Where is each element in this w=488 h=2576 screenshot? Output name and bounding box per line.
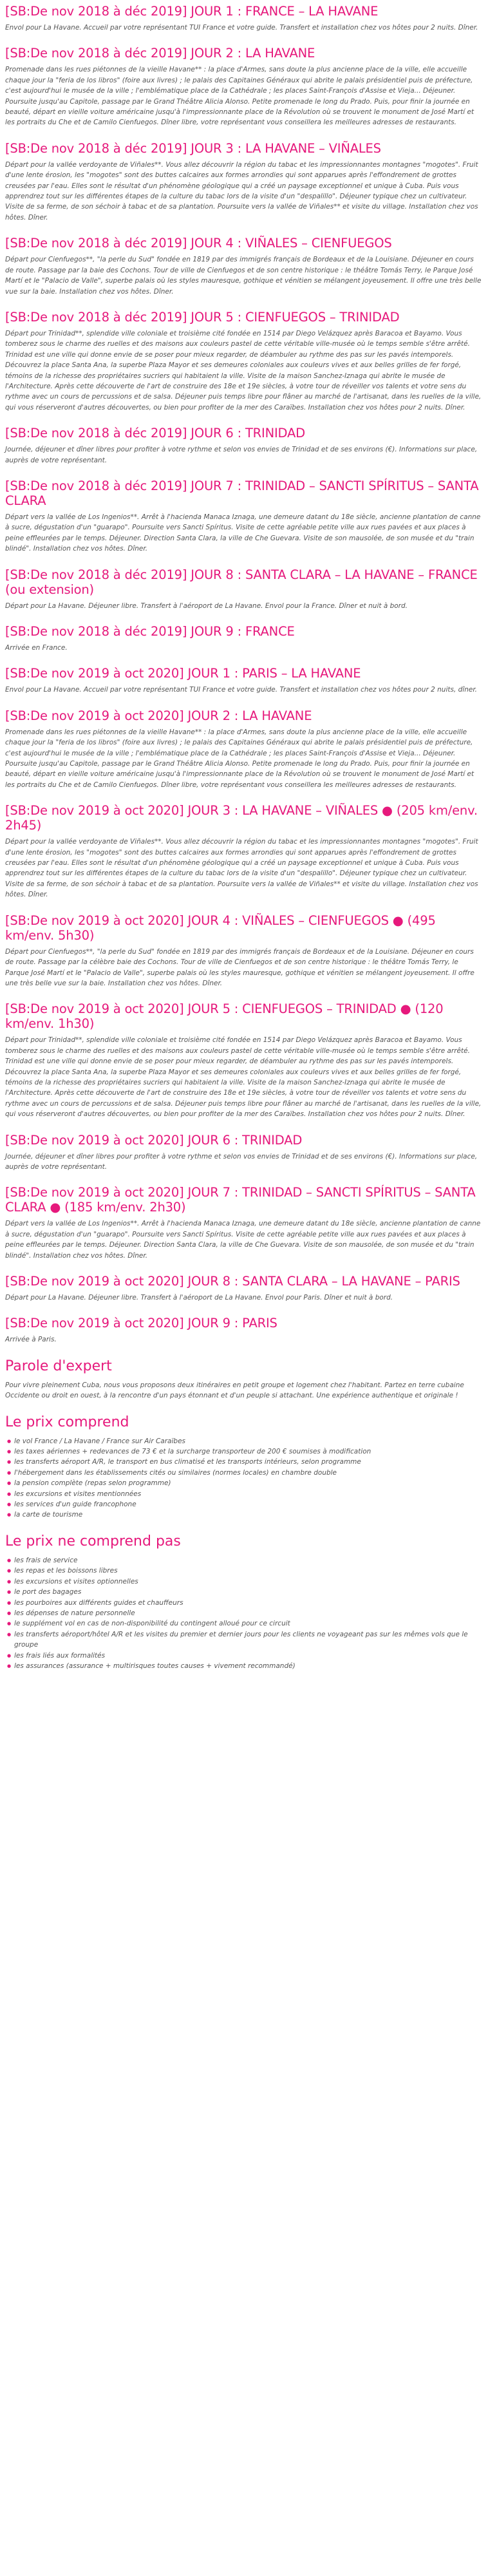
day-description: Départ pour Trinidad**, splendide ville coloniale et troisième cité fondée en 1514 par Diego Velázquez après Baracoa et Bayamo. Vous tomberez sous le charme des ruelles et des maisons aux couleurs pastel de cette véritable ville-musée où le temps semble s'être arrêté. Trinidad est une ville qui donne envie de se poser pour mieux regarder, de déambuler au rythme des pas sur les pavés intemporels. Découvrez la place Santa Ana, la superbe Plaza Mayor et ses demeures coloniales aux couleurs vives et aux belles grilles de fer forgé, témoins de la richesse des propriétaires sucriers qui habitaient la ville. Visite de la maison Sanchez-Iznaga qui abrite le musée de l'Architecture. Après cette découverte de l'art de construire des 18e et 19e siècles, à votre tour de réveiller vos talents et votre sens du rythme avec un cours de percussions et de salsa. Déjeuner puis temps libre pour flâner au marché de l'artisanat, dans les ruelles de la ville, qui vous réserveront d'autres découvertes, ou bien pour profiter de la mer des Caraïbes. Installation chez vos hôtes pour 2 nuits. Dîner.	[5, 1036, 482, 1119]
itinerary-days	[5, 4, 483, 1345]
day-title: [SB:De nov 2018 à déc 2019] JOUR 6 : TRINIDAD	[5, 426, 305, 441]
expert-title: Parole d'expert	[5, 1358, 112, 1374]
day-title: [SB:De nov 2018 à déc 2019] JOUR 2 : LA HAVANE	[5, 46, 315, 61]
day-block	[5, 1001, 483, 1119]
day-title: [SB:De nov 2018 à déc 2019] JOUR 3 : LA HAVANE – VIÑALES	[5, 140, 381, 156]
day-block	[5, 1274, 483, 1303]
day-block	[5, 1133, 483, 1173]
day-title: [SB:De nov 2019 à oct 2020] JOUR 8 : SANTA CLARA – LA HAVANE – PARIS	[5, 1274, 460, 1289]
included-list	[5, 1436, 483, 1520]
excluded-list	[5, 1555, 483, 1671]
list-item: ● les pourboires aux différents guides et chauffeurs	[14, 1598, 483, 1608]
list-item: ● les transferts aéroport A/R, le transport en bus climatisé et les transports intérieurs, selon programme	[14, 1457, 483, 1467]
day-description: Journée, déjeuner et dîner libres pour profiter à votre rythme et selon vos envies de Trinidad et de ses environs (€). Informations sur place, auprès de votre représentant.	[5, 446, 478, 464]
day-block	[5, 1316, 483, 1345]
list-item: ● les repas et les boissons libres	[14, 1566, 483, 1576]
day-description: Départ pour La Havane. Déjeuner libre. Transfert à l'aéroport de La Havane. Envol pour la France. Dîner et nuit à bord.	[5, 601, 408, 610]
list-item: ● les services d'un guide francophone	[14, 1499, 483, 1510]
day-title: [SB:De nov 2018 à déc 2019] JOUR 1 : FRANCE – LA HAVANE	[5, 4, 379, 19]
day-description: Arrivée à Paris.	[5, 1336, 57, 1344]
day-title: [SB:De nov 2019 à oct 2020] JOUR 2 : LA HAVANE	[5, 708, 312, 723]
day-description: Départ vers la vallée de Los Ingenios**. Arrêt à l'hacienda Manaca Iznaga, une demeure datant du 18e siècle, ancienne plantation de canne à sucre, dégustation d'un "guarapo". Poursuite vers Sancti Spíritus. Visite de cette agréable petite ville aux rues pavées et aux places à peine effleurées par le temps. Déjeuner. Direction Santa Clara, la ville de Che Guevara. Visite de son mausolée, de son musée et du "train blindé". Installation chez vos hôtes. Dîner.	[5, 513, 481, 553]
day-title: [SB:De nov 2019 à oct 2020] JOUR 1 : PARIS – LA HAVANE	[5, 666, 361, 681]
day-title: [SB:De nov 2019 à oct 2020] JOUR 9 : PARIS	[5, 1316, 277, 1331]
day-description: Départ pour Cienfuegos**, "la perle du Sud" fondée en 1819 par des immigrés français de Bordeaux et de la Louisiane. Déjeuner en cours de route. Passage par la baie des Cochons. Tour de ville de Cienfuegos et de son centre historique : le théâtre Tomás Terry, le Parque José Martí et le "Palacio de Valle", superbe palais où les styles mauresque, gothique et vénitien se mélangent joyeusement. Il offre une très belle vue sur la baie. Installation chez vos hôtes. Dîner.	[5, 256, 482, 296]
day-block	[5, 478, 483, 554]
day-title: [SB:De nov 2018 à déc 2019] JOUR 5 : CIENFUEGOS – TRINIDAD	[5, 309, 400, 325]
day-block	[5, 46, 483, 128]
list-item: ● les transferts aéroport/hôtel A/R et les visites du premier et dernier jours pour les clients ne voyageant pas sur les mêmes vols que le groupe	[14, 1629, 483, 1651]
expert-text: Pour vivre pleinement Cuba, nous vous proposons deux itinéraires en petit groupe et logement chez l'habitant. Partez en terre cubaine Occidente ou droit en ouest, à la rencontre d'un pays étonnant et d'un peuple si attachant. Une expérience authentique et originale !	[5, 1381, 464, 1400]
day-description: Départ pour la vallée verdoyante de Viñales**. Vous allez découvrir la région du tabac et les impressionnantes montagnes "mogotes". Fruit d'une lente érosion, les "mogotes" sont des buttes calcaires aux formes arrondies qui sont apparues après l'effondrement de grottes creusées par l'eau. Elles sont le résultat d'un phénomène géologique qui a créé un paysage exceptionnel et unique à Cuba. Puis vous apprendrez tout sur les différentes étapes de la culture du tabac lors de la visite d'un "despalillo". Déjeuner typique chez un cultivateur. Visite de sa ferme, de son séchoir à tabac et de sa plantation. Poursuite vers la vallée de Viñales** et visite du village. Installation chez vos hôtes. Dîner.	[5, 838, 478, 899]
day-block	[5, 708, 483, 790]
day-description: Promenade dans les rues piétonnes de la vieille Havane** : la place d'Armes, sans doute la plus ancienne place de la ville, elle accueille chaque jour la "feria de los libros" (foire aux livres) ; le palais des Capitaines Généraux qui abrite le palais présidentiel puis de préfecture, c'est aujourd'hui le musée de la ville ; l'emblématique place de la Cathédrale ; les places Saint-François d'Assise et Vieja... Déjeuner. Poursuite jusqu'au Capitole, passage par le Grand Théâtre Alicia Alonso. Petite promenade le long du Prado. Puis, pour finir la journée en beauté, départ en vieille voiture américaine jusqu'à l'impressionnante place de la Révolution où se trouvent le monument de José Martí et les portraits du Che et de Camilo Cienfuegos. Dîner libre, votre représentant vous conseillera les meilleures adresses de restaurants.	[5, 728, 474, 789]
day-block	[5, 913, 483, 989]
included-section	[5, 1414, 483, 1520]
list-item: ● les frais liés aux formalités	[14, 1651, 483, 1661]
day-block	[5, 567, 483, 611]
list-item: ● la carte de tourisme	[14, 1510, 483, 1520]
day-block	[5, 141, 483, 223]
list-item: ● le supplément vol en cas de non-disponibilité du contingent alloué pour ce circuit	[14, 1618, 483, 1629]
day-block	[5, 426, 483, 466]
day-title: [SB:De nov 2019 à oct 2020] JOUR 7 : TRINIDAD – SANCTI SPÍRITUS – SANTA CLARA ● (185 km/env. 2h30)	[5, 1185, 476, 1215]
day-description: Journée, déjeuner et dîner libres pour profiter à votre rythme et selon vos envies de Trinidad et de ses environs (€). Informations sur place, auprès de votre représentant.	[5, 1152, 478, 1171]
list-item: ● le port des bagages	[14, 1587, 483, 1597]
list-item: ● le vol France / La Havane / France sur Air Caraïbes	[14, 1436, 483, 1446]
day-title: [SB:De nov 2019 à oct 2020] JOUR 4 : VIÑALES – CIENFUEGOS ● (495 km/env. 5h30)	[5, 913, 436, 943]
expert-section	[5, 1358, 483, 1401]
day-block	[5, 803, 483, 900]
day-title: [SB:De nov 2018 à déc 2019] JOUR 8 : SANTA CLARA – LA HAVANE – FRANCE (ou extension)	[5, 567, 478, 597]
list-item: ● la pension complète (repas selon programme)	[14, 1478, 483, 1488]
day-block	[5, 4, 483, 33]
day-title: [SB:De nov 2018 à déc 2019] JOUR 4 : VIÑALES – CIENFUEGOS	[5, 236, 392, 251]
list-item: ● les dépenses de nature personnelle	[14, 1608, 483, 1618]
day-description: Départ pour La Havane. Déjeuner libre. Transfert à l'aéroport de La Havane. Envol pour Paris. Dîner et nuit à bord.	[5, 1294, 393, 1302]
day-block	[5, 310, 483, 413]
day-block	[5, 236, 483, 297]
day-description: Promenade dans les rues piétonnes de la vieille Havane** : la place d'Armes, sans doute la plus ancienne place de la ville, elle accueille chaque jour la "feria de los libros" (foire aux livres) ; le palais des Capitaines Généraux qui abrite le palais présidentiel puis de préfecture, c'est aujourd'hui le musée de la ville ; l'emblématique place de la Cathédrale ; les places Saint-François d'Assise et Vieja... Déjeuner. Poursuite jusqu'au Capitole, passage par le Grand Théâtre Alicia Alonso. Petite promenade le long du Prado. Puis, pour finir la journée en beauté, départ en vieille voiture américaine jusqu'à l'impressionnante place de la Révolution où se trouvent le monument de José Martí et les portraits du Che et de Camilo Cienfuegos. Dîner libre, votre représentant vous conseillera les meilleures adresses de restaurants.	[5, 66, 474, 127]
day-title: [SB:De nov 2018 à déc 2019] JOUR 9 : FRANCE	[5, 624, 295, 639]
day-block	[5, 666, 483, 695]
excluded-section	[5, 1533, 483, 1671]
list-item: ● les assurances (assurance + multirisques toutes causes + vivement recommandé)	[14, 1661, 483, 1671]
day-title: [SB:De nov 2019 à oct 2020] JOUR 3 : LA HAVANE – VIÑALES ● (205 km/env. 2h45)	[5, 803, 478, 833]
excluded-title: Le prix ne comprend pas	[5, 1533, 181, 1549]
day-description: Départ pour Trinidad**, splendide ville coloniale et troisième cité fondée en 1514 par Diego Velázquez après Baracoa et Bayamo. Vous tomberez sous le charme des ruelles et des maisons aux couleurs pastel de cette véritable ville-musée où le temps semble s'être arrêté. Trinidad est une ville qui donne envie de se poser pour mieux regarder, de déambuler au rythme des pas sur les pavés intemporels. Découvrez la place Santa Ana, la superbe Plaza Mayor et ses demeures coloniales aux couleurs vives et aux belles grilles de fer forgé, témoins de la richesse des propriétaires sucriers qui habitaient la ville. Visite de la maison Sanchez-Iznaga qui abrite le musée de l'Architecture. Après cette découverte de l'art de construire des 18e et 19e siècles, à votre tour de réveiller vos talents et votre sens du rythme avec un cours de percussions et de salsa. Déjeuner puis temps libre pour flâner au marché de l'artisanat, dans les ruelles de la ville, qui vous réserveront d'autres découvertes, ou bien pour profiter de la mer des Caraïbes. Installation chez vos hôtes pour 2 nuits. Dîner.	[5, 329, 482, 412]
day-block	[5, 1185, 483, 1261]
list-item: ● l'hébergement dans les établissements cités ou similaires (normes locales) en chambre double	[14, 1468, 483, 1478]
day-block	[5, 624, 483, 653]
day-description: Envol pour La Havane. Accueil par votre représentant TUI France et votre guide. Transfert et installation chez vos hôtes pour 2 nuits. Dîner.	[5, 24, 478, 32]
list-item: ● les excursions et visites mentionnées	[14, 1489, 483, 1499]
day-description: Départ vers la vallée de Los Ingenios**. Arrêt à l'hacienda Manaca Iznaga, une demeure datant du 18e siècle, ancienne plantation de canne à sucre, dégustation d'un "guarapo". Poursuite vers Sancti Spíritus. Visite de cette agréable petite ville aux rues pavées et aux places à peine effleurées par le temps. Déjeuner. Direction Santa Clara, la ville de Che Guevara. Visite de son mausolée, de son musée et du "train blindé". Installation chez vos hôtes. Dîner.	[5, 1220, 481, 1260]
day-description: Arrivée en France.	[5, 644, 68, 652]
day-description: Envol pour La Havane. Accueil par votre représentant TUI France et votre guide. Transfert et installation chez vos hôtes pour 2 nuits, dîner.	[5, 686, 478, 694]
day-description: Départ pour la vallée verdoyante de Viñales**. Vous allez découvrir la région du tabac et les impressionnantes montagnes "mogotes". Fruit d'une lente érosion, les "mogotes" sont des buttes calcaires aux formes arrondies qui sont apparues après l'effondrement de grottes creusées par l'eau. Elles sont le résultat d'un phénomène géologique qui a créé un paysage exceptionnel et unique à Cuba. Puis vous apprendrez tout sur les différentes étapes de la culture du tabac lors de la visite d'un "despalillo". Déjeuner typique chez un cultivateur. Visite de sa ferme, de son séchoir à tabac et de sa plantation. Poursuite vers la vallée de Viñales** et visite du village. Installation chez vos hôtes. Dîner.	[5, 160, 478, 222]
list-item: ● les frais de service	[14, 1555, 483, 1566]
day-title: [SB:De nov 2019 à oct 2020] JOUR 5 : CIENFUEGOS – TRINIDAD ● (120 km/env. 1h30)	[5, 1001, 444, 1032]
included-title: Le prix comprend	[5, 1414, 129, 1430]
list-item: ● les taxes aériennes + redevances de 73 € et la surcharge transporteur de 200 € soumises à modification	[14, 1446, 483, 1457]
day-title: [SB:De nov 2018 à déc 2019] JOUR 7 : TRINIDAD – SANCTI SPÍRITUS – SANTA CLARA	[5, 478, 479, 508]
day-description: Départ pour Cienfuegos**, "la perle du Sud" fondée en 1819 par des immigrés français de Bordeaux et de la Louisiane. Déjeuner en cours de route. Passage par la célèbre baie des Cochons. Tour de ville de Cienfuegos et de son centre historique : le théâtre Tomás Terry, le Parque José Martí et le "Palacio de Valle", superbe palais où les styles mauresque, gothique et vénitien se mélangent joyeusement. Il offre une très belle vue sur la baie. Installation chez vos hôtes. Dîner.	[5, 947, 474, 987]
day-title: [SB:De nov 2019 à oct 2020] JOUR 6 : TRINIDAD	[5, 1132, 303, 1148]
list-item: ● les excursions et visites optionnelles	[14, 1577, 483, 1587]
